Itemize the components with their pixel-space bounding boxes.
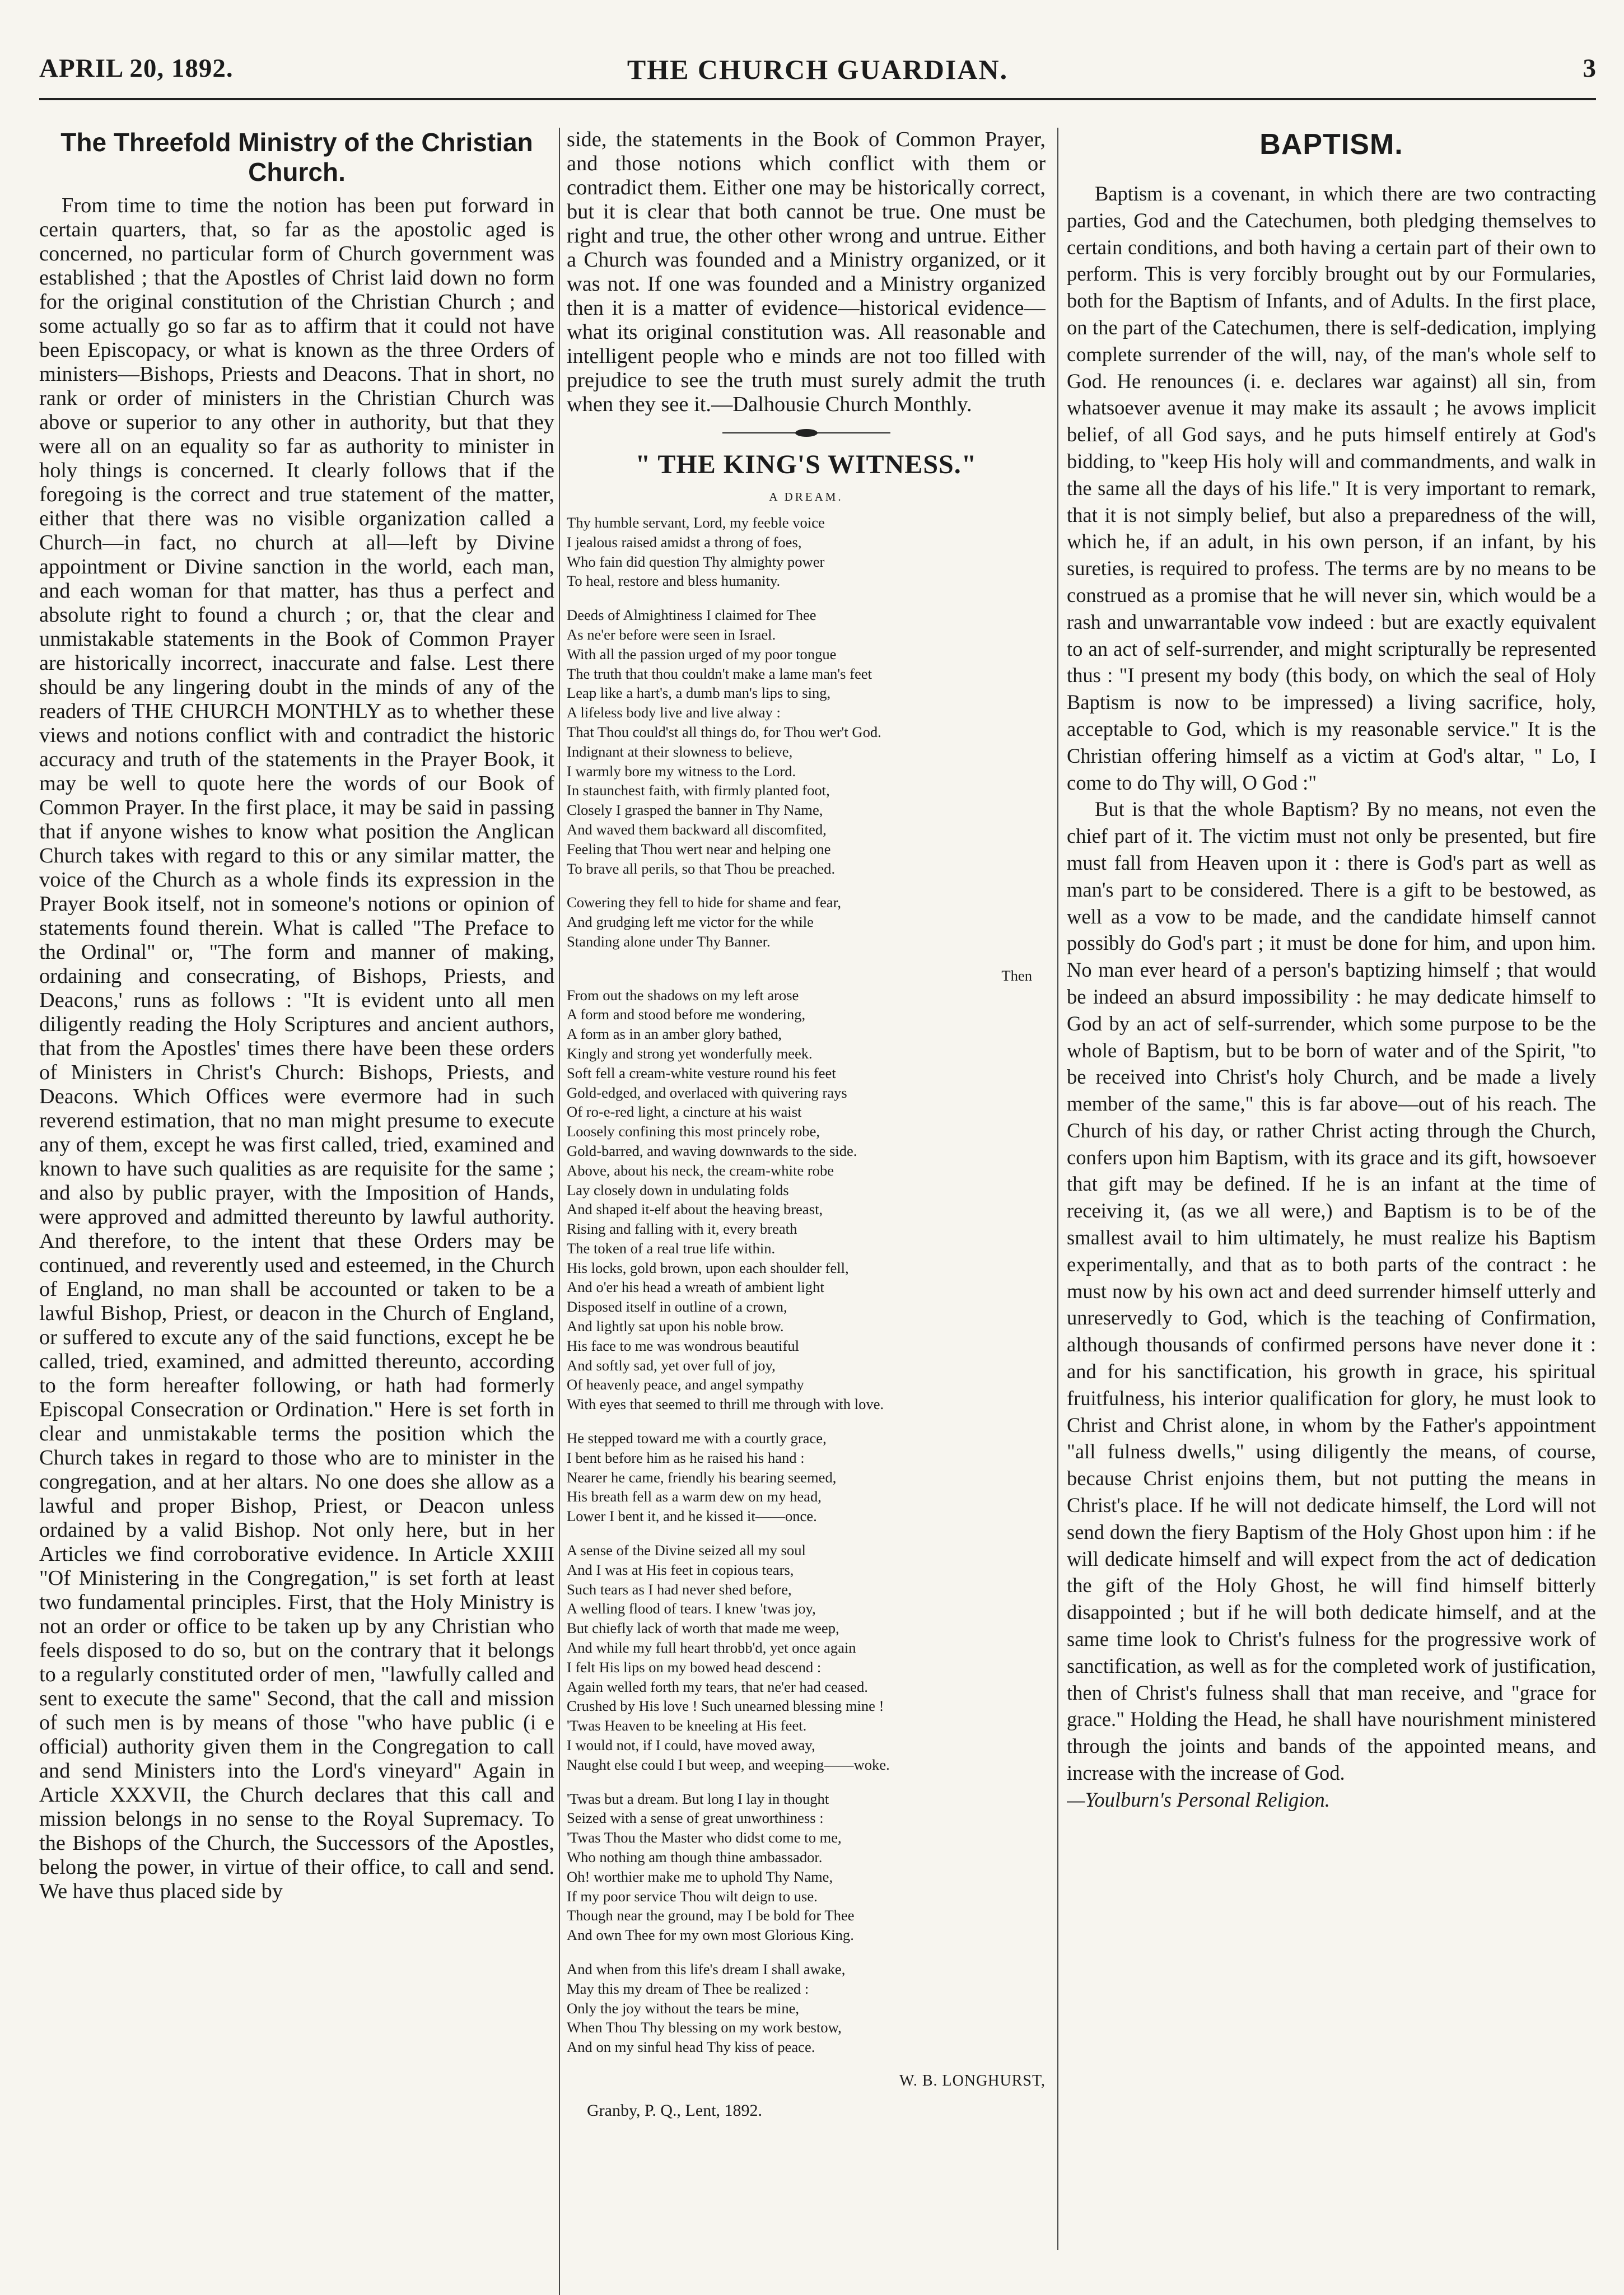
poem-line: In staunchest faith, with firmly planted foot, (567, 782, 830, 799)
section-divider-ornament (722, 429, 890, 437)
poem-line: A form as in an amber glory bathed, (567, 1025, 782, 1043)
poem-line: Thy humble servant, Lord, my feeble voice (567, 514, 825, 531)
poem-line: But chiefly lack of worth that made me weep, (567, 1620, 839, 1637)
ministry-continuation-paragraph: side, the statements in the Book of Common Prayer, and those notions which conflict with them or contradict them. Either one may be historically correct, but it is clear that both cannot be true. One must be right and true, the other other wrong and untrue. Either a Church was founded and a Ministry organized, or it was not. If one was founded and a Ministry organized then it is a matter of evidence—historical evidence—what its original constitution was. All reasonable and intelligent people who e minds are not too filled with prejudice to see the truth must surely admit the truth when they see it.—Dalhousie Church Monthly. (567, 128, 1046, 416)
poem-place-date: Granby, P. Q., Lent, 1892. (587, 2101, 763, 2120)
poem-line: Again welled forth my tears, that ne'er had ceased. (567, 1678, 868, 1695)
column-rule-right (1057, 128, 1058, 2250)
poem-line: I jealous raised amidst a throng of foes, (567, 533, 802, 551)
poem-line: And own Thee for my own most Glorious King. (567, 1927, 854, 1944)
poem-line: Feeling that Thou wert near and helping one (567, 840, 831, 857)
poem-line: Gold-barred, and waving downwards to the side. (567, 1142, 857, 1159)
poem-line: With eyes that seemed to thrill me through with love. (567, 1396, 884, 1413)
poem-line: The truth that thou couldn't make a lame man's feet (567, 665, 872, 682)
poem-line: Kingly and strong yet wonderfully meek. (567, 1044, 813, 1062)
poem-line: And waved them backward all discomfited, (567, 820, 827, 838)
ministry-paragraph: From time to time the notion has been put forward in certain quarters, that, so far as the apostolic aged is concerned, no particular form of Church government was established ; that the Apostles of Christ laid down no form for the original constitution of the Christian Church ; and some actually go so far as to affirm that it could not have been Episcopacy, or what is known as the three Orders of ministers—Bishops, Priests and Deacons. That in short, no rank or order of ministers in the Christian Church was above or superior to any other in authority, but that they were all on an equality so far as authority to minister in holy things is concerned. It clearly follows that if the foregoing is the correct and true statement of the matter, either that there was no visible organization called a Church—in fact, no church at all—left by Divine appointment or Divine sanction in the world, each man, and each woman for that matter, has thus a perfect and absolute right to found a church ; or, that the clear and unmistakable statements in the Book of Common Prayer are historically incorrect, inaccurate and false. Lest there should be any lingering doubt in the minds of any of the readers of THE CHURCH MONTHLY as to whether these views and notions conflict with and contradict the historic accuracy and truth of the statements in the Prayer Book, it may be well to quote here the words of our Book of Common Prayer. In the first place, it may be said in passing that if anyone wishes to know what position the Anglican Church takes with regard to this or any similar matter, the voice of the Church as a whole finds its expression in the Prayer Book itself, not in someone's notions or opinion of statements found therein. What is called "The Preface to the Ordinal" or, "The form and manner of making, ordaining and consecrating, of Bishops, Priests, and Deacons,' runs as follows : "It is evident unto all men diligently reading the Holy Scriptures and ancient authors, that from the Apostles' times there have been these orders of Ministers in Christ's Church: Bishops, Priests, and Deacons. Which Offices were evermore had in such reverend estimation, that no man might presume to execute any of them, except he was first called, tried, examined and known to have such qualities as are requisite for the same ; and also by public prayer, with the Imposition of Hands, were approved and admitted thereunto by lawful authority. And therefore, to the intent that these Orders may be continued, and reverently used and esteemed, in the Church of England, no man shall be accounted or taken to be a lawful Bishop, Priest, or deacon in the Church of England, or suffered to excute any of the said functions, except he be called, tried, examined, and admitted thereunto, according to the form hereafter following, or hath had formerly Episcopal Consecration or Ordination." Here is set forth in clear and unmistakable terms the position which the Church takes in regard to those who are to minister in the congregation, and at her altars. No one does she allow as a lawful and proper Bishop, Priest, or Deacon unless ordained by a valid Bishop. Not only here, but in her Articles we find corroborative evidence. In Article XXIII "Of Ministering in the Congregation," is set forth at least two fundamental principles. First, that the Holy Ministry is not an order or office to be taken up by any Christian who feels disposed to do so, but on the contrary that it belongs to a regularly constituted order of men, "lawfully called and sent to execute the same" Second, that the call and mission of such men is by means of those "who have public (i e official) authority given them in the Congregation to call and send Ministers into the Lord's vineyard" Again in Article XXXVII, the Church declares that this call and mission belongs in no sense to the Royal Supremacy. To the Bishops of the Church, the Successors of the Apostles, belong the power, in virtue of their office, to call and send. We have thus placed side by (39, 193, 554, 1903)
poem-line: And shaped it-elf about the heaving breast, (567, 1201, 823, 1218)
poem-stanza (567, 1789, 1046, 1945)
poem-line: Leap like a hart's, a dumb man's lips to sing, (567, 684, 831, 702)
baptism-paragraph: Baptism is a covenant, in which there are two contracting parties, God and the Catechumen, both pledging themselves to certain conditions, and both having a certain part of their own to perform. This is very forcibly brought out by our Formularies, both for the Baptism of Infants, and of Adults. In the first place, on the part of the Catechumen, there is self-dedication, implying complete surrender of the will, nay, of the man's whole self to God. He renounces (i. e. declares war against) all sin, from whatsoever avenue it may make its assault ; he avows implicit belief, of all God says, and he puts himself entirely at God's bidding, to "keep His holy will and commandments, and walk in the same all the days of his life." It is very important to remark, that it is not simply belief, but also a preparedness of the will, which he, if an adult, in his own person, if an infant, by his sureties, is required to profess. The terms are by no means to be construed as a promise that he will never sin, which would be a rash and unwarrantable vow indeed : but are exactly equivalent to an act of self-surrender, and might scripturally be represented thus : "I present my body (this body, on which the seal of Holy Baptism is now to be impressed) a living sacrifice, holy, acceptable to God, which is my reasonable service." It is the Christian offering himself as a victim at God's altar, " Lo, I come to do Thy will, O God :" (1067, 182, 1596, 794)
baptism-paragraph: But is that the whole Baptism? By no means, not even the chief part of it. The victim must not only be presented, but fire must fall from Heaven upon it : there is God's part as well as man's part to be considered. There is a gift to be bestowed, as well as a vow to be made, and the candidate himself cannot possibly do God's part ; it must be done for him, and upon him. No man ever heard of a person's baptizing himself ; that would be indeed an absurd impossibility : he may dedicate himself to God by an act of self-surrender, which some purpose to be the whole of Baptism, but to be born of water and of the Spirit, "to be received into Christ's holy Church, and be made a lively member of the same," this is far above—out of his reach. The Church of his day, or rather Christ acting through the Church, confers upon him Baptism, with its grace and its gift, howsoever that gift may be defined. If he is an infant at the time of receiving it, (as we all were,) and Baptism is to be of the smallest avail to him ultimately, he must realize his Baptism experimentally, and that as to both parts of the contract : he must now by his own act and deed surrender himself utterly and unreservedly to God, which is the teaching of Confirmation, although thousands of confirmed persons have never done it : and for his sanctification, his growth in grace, his spiritual fruitfulness, his interior qualification for glory, he must look to Christ and Christ alone, in whom by the Father's appointment "all fulness dwells," using diligently the means, of course, because Christ enjoins them, but not putting the means in Christ's place. If he will not dedicate himself, the Lord will not send down the fiery Baptism of the Holy Ghost upon him : if he will dedicate himself and will expect from the act of dedication the gift of the Holy Ghost, he will find himself bitterly disappointed ; but if he will both dedicate himself, and at the same time look to Christ's fulness for the progressive work of sanctification, as well as for the completed work of justification, then of Christ's fulness shall that man receive, and "grace for grace." Holding the Head, he shall have nourishment ministered through the joints and bands of the appointed means, and increase with the increase of God. (1067, 797, 1596, 1785)
poem-line: Of heavenly peace, and angel sympathy (567, 1376, 804, 1393)
poem-line: As ne'er before were seen in Israel. (567, 626, 776, 643)
poem-body (567, 513, 1046, 2057)
poem-line: Oh! worthier make me to uphold Thy Name, (567, 1868, 833, 1885)
poem-line: And when from this life's dream I shall awake, (567, 1960, 846, 1977)
poem-line: And on my sinful head Thy kiss of peace. (567, 2039, 815, 2056)
poem-line: The token of a real true life within. (567, 1239, 776, 1257)
poem-line: Though near the ground, may I be bold for Thee (567, 1907, 855, 1924)
poem-line: To brave all perils, so that Thou be preached. (567, 860, 836, 877)
poem-line: Indignant at their slowness to believe, (567, 743, 793, 760)
page-number: 3 (1583, 54, 1596, 83)
poem-line: Lay closely down in undulating folds (567, 1181, 789, 1198)
baptism-article-title: BAPTISM. (1259, 128, 1403, 161)
column-ministry-article (39, 128, 554, 2233)
poem-line: Standing alone under Thy Banner. (567, 932, 771, 950)
poem-stanza (567, 605, 1046, 878)
poem-line: A lifeless body live and live alway : (567, 704, 781, 721)
poem-line: And while my full heart throbb'd, yet once again (567, 1639, 856, 1657)
newspaper-title: THE CHURCH GUARDIAN. (627, 54, 1009, 85)
poem-line: Closely I grasped the banner in Thy Name, (567, 801, 823, 819)
poem-line: And softly sad, yet over full of joy, (567, 1356, 776, 1374)
column-middle (567, 128, 1046, 2233)
poem-line: Deeds of Almightiness I claimed for Thee (567, 607, 816, 624)
poem-line: Only the joy without the tears be mine, (567, 1999, 800, 2017)
column-rule-left (559, 128, 560, 2295)
poem-subtitle: A DREAM. (769, 490, 843, 503)
poem-line: May this my dream of Thee be realized : (567, 1980, 809, 1997)
poem-line: Who fain did question Thy almighty power (567, 553, 825, 570)
ministry-article-title: The Threefold Ministry of the Christian Church. (60, 128, 533, 186)
ministry-article-continued (567, 128, 1046, 417)
poem-line: Rising and falling with it, every breath (567, 1220, 797, 1238)
poem-stanza (567, 513, 1046, 591)
poem-line: With all the passion urged of my poor tongue (567, 645, 837, 663)
poem-stanza (567, 1541, 1046, 1775)
poem-signature: W. B. LONGHURST, (899, 2072, 1046, 2089)
poem-line: A welling flood of tears. I knew 'twas joy, (567, 1600, 816, 1617)
poem-line: And o'er his head a wreath of ambient light (567, 1279, 824, 1296)
poem-stanza (567, 893, 1046, 951)
poem-line: His locks, gold brown, upon each shoulder fell, (567, 1259, 849, 1276)
poem-line: Lower I bent it, and he kissed it——once. (567, 1508, 817, 1525)
poem-line: A form and stood before me wondering, (567, 1006, 806, 1023)
poem-line: Crushed by His love ! Such unearned blessing mine ! (567, 1697, 884, 1715)
poem-line: 'Twas but a dream. But long I lay in thought (567, 1790, 829, 1807)
poem-line: Loosely confining this most princely robe, (567, 1123, 820, 1140)
poem-line: Gold-edged, and overlaced with quivering rays (567, 1084, 847, 1101)
poem-line: Cowering they fell to hide for shame and fear, (567, 894, 842, 911)
poem-stanza (567, 1960, 1046, 2057)
poem-line: If my poor service Thou wilt deign to use. (567, 1887, 818, 1905)
poem-line: When Thou Thy blessing on my work bestow, (567, 2019, 842, 2036)
poem-line: His breath fell as a warm dew on my head, (567, 1488, 822, 1505)
poem-line: I warmly bore my witness to the Lord. (567, 762, 796, 780)
poem-line: I would not, if I could, have moved away, (567, 1737, 815, 1754)
poem-line: Above, about his neck, the cream-white robe (567, 1162, 834, 1179)
poem-line: And lightly sat upon his noble brow. (567, 1318, 784, 1335)
poem-stanza (567, 1429, 1046, 1526)
poem-line: That Thou could'st all things do, for Thou wer't God. (567, 723, 881, 740)
poem-line: He stepped toward me with a courtly grace, (567, 1430, 827, 1447)
poem-title: " THE KING'S WITNESS." (635, 450, 977, 479)
poem-line: His face to me was wondrous beautiful (567, 1337, 800, 1354)
poem-line: 'Twas Thou the Master who didst come to me, (567, 1829, 842, 1846)
poem-line: I bent before him as he raised his hand : (567, 1449, 805, 1466)
poem-line: And grudging left me victor for the while (567, 913, 814, 931)
poem-line: And I was at His feet in copious tears, (567, 1561, 794, 1578)
poem-line: Of ro-e-red light, a cincture at his waist (567, 1103, 802, 1121)
poem-line: Disposed itself in outline of a crown, (567, 1298, 787, 1316)
poem-line: Seized with a sense of great unworthiness : (567, 1809, 824, 1827)
poem-line: From out the shadows on my left arose (567, 986, 799, 1004)
page-header (39, 53, 1596, 100)
poem-line: Who nothing am though thine ambassador. (567, 1849, 823, 1865)
poem-line: Naught else could I but weep, and weeping——woke. (567, 1756, 890, 1773)
poem-line: Soft fell a cream-white vesture round his feet (567, 1064, 836, 1081)
poem-line: A sense of the Divine seized all my soul (567, 1542, 806, 1559)
poem-line: To heal, restore and bless humanity. (567, 572, 781, 590)
poem-line: I felt His lips on my bowed head descend : (567, 1658, 822, 1676)
poem-line: Such tears as I had never shed before, (567, 1580, 792, 1598)
poem-line: Nearer he came, friendly his bearing seemed, (567, 1468, 837, 1486)
column-baptism-article (1067, 128, 1596, 2233)
poem-line: 'Twas Heaven to be kneeling at His feet. (567, 1717, 807, 1734)
issue-date: APRIL 20, 1892. (39, 54, 234, 83)
baptism-source-credit: —Youlburn's Personal Religion. (1067, 1788, 1330, 1811)
poem-line: Then (1001, 967, 1032, 984)
poem-stanza (567, 966, 1046, 1414)
